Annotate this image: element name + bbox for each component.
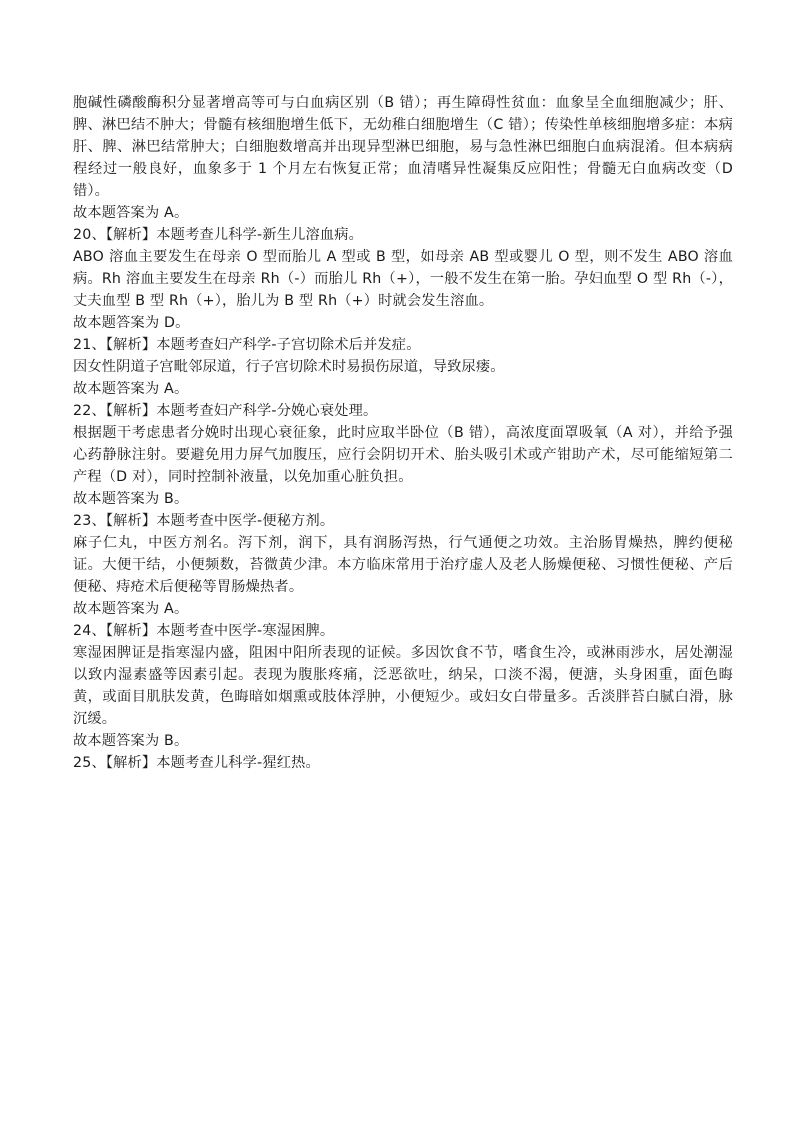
answer-23: 故本题答案为 A。 (73, 601, 189, 617)
heading-20: 20、【解析】本题考查儿科学-新生儿溶血病。 (73, 227, 364, 243)
answer-22: 故本题答案为 B。 (73, 491, 189, 507)
answer-21: 故本题答案为 A。 (73, 381, 189, 397)
answer-24: 故本题答案为 B。 (73, 733, 189, 749)
paragraph-22: 根据题干考虑患者分娩时出现心衰征象，此时应取半卧位（B 错），高浓度面罩吸氧（A 对），并给予强心药静脉注射。要避免用力屏气加腹压，应行会阴切开术、胎头吸引术或产钳助产术，尽可能缩短第二产程（D 对），同时控制补液量，以免加重心脏负担。 (73, 425, 733, 485)
document-page (73, 92, 733, 774)
heading-24: 24、【解析】本题考查中医学-寒湿困脾。 (73, 623, 335, 639)
paragraph-21: 因女性阴道子宫毗邻尿道，行子宫切除术时易损伤尿道，导致尿瘘。 (73, 359, 505, 375)
heading-25: 25、【解析】本题考查儿科学-猩红热。 (73, 755, 320, 771)
heading-22: 22、【解析】本题考查妇产科学-分娩心衰处理。 (73, 403, 378, 419)
heading-21: 21、【解析】本题考查妇产科学-子宫切除术后并发症。 (73, 337, 421, 353)
paragraph-23: 麻子仁丸，中医方剂名。泻下剂，润下，具有润肠泻热，行气通便之功效。主治肠胃燥热，脾约便秘证。大便干结，小便频数，苔微黄少津。本方临床常用于治疗虚人及老人肠燥便秘、习惯性便秘、产后便秘、痔疮术后便秘等胃肠燥热者。 (73, 535, 733, 595)
paragraph-20: ABO 溶血主要发生在母亲 O 型而胎儿 A 型或 B 型，如母亲 AB 型或婴儿 O 型，则不发生 ABO 溶血病。Rh 溶血主要发生在母亲 Rh（-）而胎儿 Rh（+），一般不发生在第一胎。孕妇血型 O 型 Rh（-），丈夫血型 B 型 Rh（+），胎儿为 B 型 Rh（+）时就会发生溶血。 (73, 249, 733, 309)
answer-20: 故本题答案为 D。 (73, 315, 190, 331)
heading-23: 23、【解析】本题考查中医学-便秘方剂。 (73, 513, 335, 529)
paragraph-24: 寒湿困脾证是指寒湿内盛，阻困中阳所表现的证候。多因饮食不节，嗜食生冷，或淋雨涉水，居处潮湿以致内湿素盛等因素引起。表现为腹胀疼痛，泛恶欲吐，纳呆，口淡不渴，便溏，头身困重，面色晦黄，或面目肌肤发黄，色晦暗如烟熏或肢体浮肿，小便短少。或妇女白带量多。舌淡胖苔白腻白滑，脉沉缓。 (73, 645, 733, 727)
answer-19: 故本题答案为 A。 (73, 205, 189, 221)
paragraph-differential-diagnosis: 胞碱性磷酸酶积分显著增高等可与白血病区别（B 错）；再生障碍性贫血：血象呈全血细胞减少；肝、脾、淋巴结不肿大；骨髓有核细胞增生低下，无幼稚白细胞增生（C 错）；传染性单核细胞增多症：本病肝、脾、淋巴结常肿大；白细胞数增高并出现异型淋巴细胞，易与急性淋巴细胞白血病混淆。但本病病程经过一般良好，血象多于 1 个月左右恢复正常；血清嗜异性凝集反应阳性；骨髓无白血病改变（D 错）。 (73, 95, 733, 199)
